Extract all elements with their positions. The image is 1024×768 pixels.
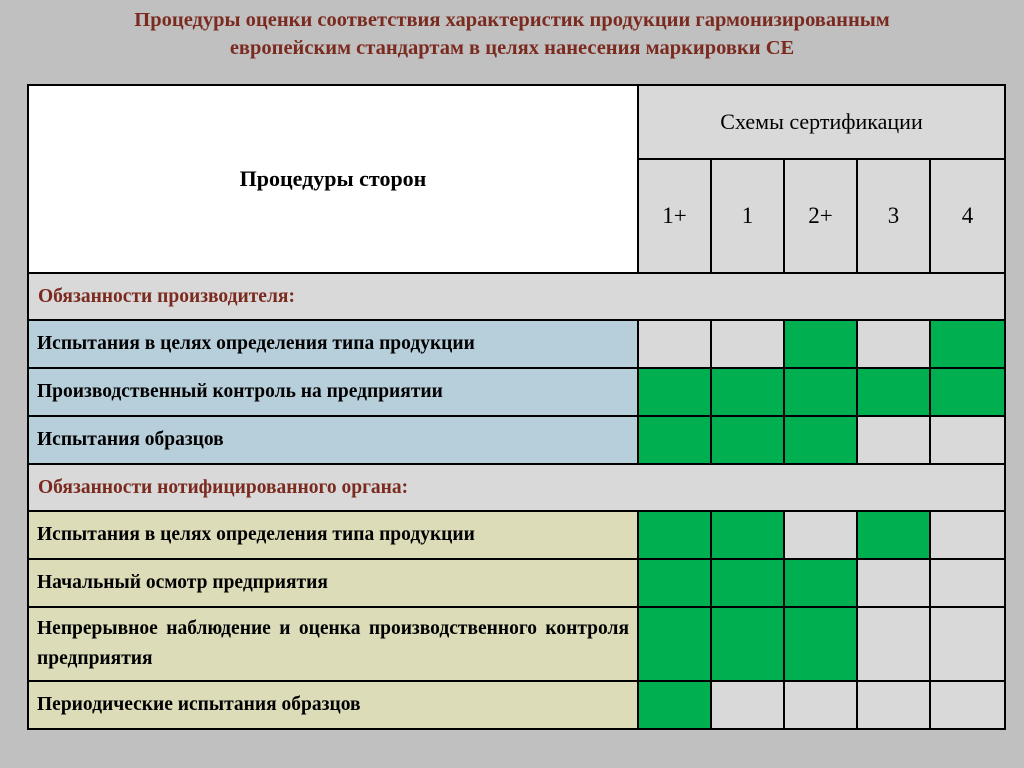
section-title: Обязанности нотифицированного органа: [28,464,1005,511]
scheme-cell-marked [711,511,784,559]
section-title: Обязанности производителя: [28,273,1005,320]
scheme-cell-marked [638,511,711,559]
scheme-header: 2+ [784,159,857,273]
scheme-header: 1+ [638,159,711,273]
procedure-label: Начальный осмотр предприятия [28,559,638,607]
scheme-cell-marked [711,607,784,681]
scheme-cell-empty [930,607,1005,681]
procedure-label: Испытания в целях определения типа продукции [28,511,638,559]
procedure-label: Испытания в целях определения типа продукции [28,320,638,368]
scheme-cell-marked [784,416,857,464]
table-body [28,273,1005,729]
scheme-cell-empty [711,681,784,729]
scheme-cell-marked [930,368,1005,416]
table-row [28,416,1005,464]
table-row [28,368,1005,416]
procedure-label: Периодические испытания образцов [28,681,638,729]
scheme-cell-marked [784,368,857,416]
slide-title-line-1: Процедуры оценки соответствия характеристик продукции гармонизированным [134,9,890,31]
table-row [28,320,1005,368]
scheme-cell-empty [857,607,930,681]
scheme-cell-marked [638,607,711,681]
scheme-cell-empty [784,681,857,729]
section-row [28,464,1005,511]
scheme-header: 1 [711,159,784,273]
table-row [28,681,1005,729]
table-row [28,559,1005,607]
certification-table [27,84,1006,730]
scheme-header: 3 [857,159,930,273]
scheme-cell-empty [857,681,930,729]
procedures-header: Процедуры сторон [28,85,638,273]
slide-title-line-2: европейским стандартам в целях нанесения маркировки СЕ [229,37,795,59]
scheme-cell-marked [711,416,784,464]
scheme-cell-marked [857,368,930,416]
procedure-label: Производственный контроль на предприятии [28,368,638,416]
scheme-cell-marked [857,511,930,559]
scheme-cell-marked [930,320,1005,368]
scheme-cell-marked [784,607,857,681]
scheme-cell-marked [711,368,784,416]
scheme-header: 4 [930,159,1005,273]
scheme-cell-marked [711,559,784,607]
scheme-cell-empty [784,511,857,559]
header-row [28,85,1005,159]
scheme-cell-empty [857,320,930,368]
scheme-cell-empty [711,320,784,368]
procedure-label: Непрерывное наблюдение и оценка производственного контроля предприятия [28,607,638,681]
scheme-cell-marked [638,416,711,464]
table-row [28,607,1005,681]
scheme-cell-empty [930,416,1005,464]
scheme-cell-empty [930,559,1005,607]
table-row [28,511,1005,559]
section-row [28,273,1005,320]
scheme-cell-empty [930,511,1005,559]
schemes-header: Схемы сертификации [638,85,1005,159]
scheme-cell-marked [638,368,711,416]
scheme-cell-empty [638,320,711,368]
slide-title [0,6,1024,62]
scheme-cell-marked [638,681,711,729]
scheme-cell-marked [784,559,857,607]
scheme-cell-marked [638,559,711,607]
procedure-label: Испытания образцов [28,416,638,464]
scheme-cell-empty [857,559,930,607]
scheme-cell-marked [784,320,857,368]
scheme-cell-empty [857,416,930,464]
scheme-cell-empty [930,681,1005,729]
